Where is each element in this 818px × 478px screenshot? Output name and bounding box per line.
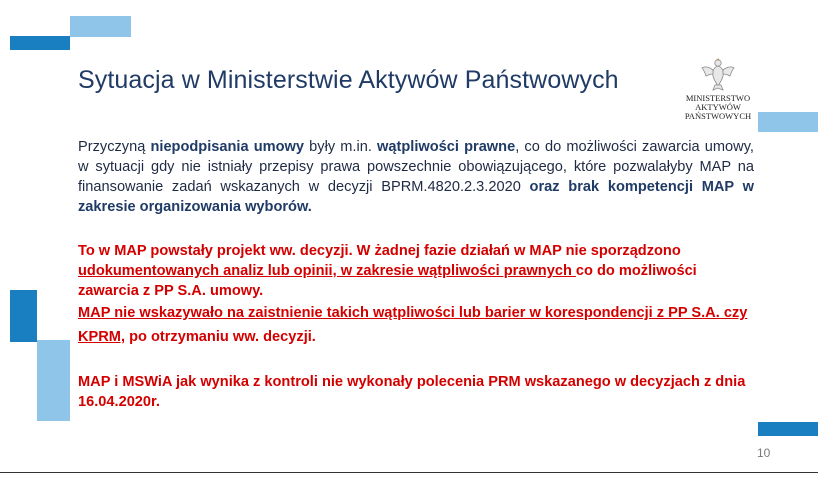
p1-text-1: Przyczyną	[78, 139, 151, 155]
paragraph-map-project	[78, 241, 754, 301]
p1-text-3: , co do możliwości zawarcia umowy, w sytuacji gdy nie istniały przepisy prawa powszechnie obowiązującego, które pozwalałyby MAP na finansowanie zadań wskazanych w decyzji BPRM.4820.2.3.2020	[78, 139, 754, 195]
ministry-logo	[668, 56, 768, 126]
p1-bold-1: niepodpisania umowy	[150, 139, 305, 155]
p4-text-1: MAP i MSWiA jak wynika z kontroli nie wykonały polecenia PRM wskazanego w decyzjach z dnia 16.04.2020r.	[78, 374, 746, 410]
p1-bold-3: oraz brak kompetencji MAP w zakresie organizowania wyborów.	[78, 179, 754, 215]
logo-line-3: PAŃSTWOWYCH	[684, 111, 752, 121]
logo-line-1: MINISTERSTWO	[685, 93, 751, 103]
p2-text-1: To w MAP powstały projekt ww. decyzji. W żadnej fazie działań w MAP nie sporządzono	[78, 243, 681, 259]
slide-title: Sytuacja w Ministerstwie Aktywów Państwowych	[78, 66, 619, 94]
decor-block-right-bottom	[758, 422, 818, 436]
paragraph-reasons	[78, 137, 754, 217]
p3-text-1: po otrzymaniu ww. decyzji.	[125, 329, 316, 345]
p2-text-2: co do możliwości zawarcia z PP S.A. umowy.	[78, 263, 697, 299]
p1-bold-2: wątpliwości prawne	[377, 139, 516, 155]
p1-text-2: były m.in.	[304, 139, 378, 155]
decor-block-left-dark	[10, 290, 37, 342]
decor-block-top-light	[70, 16, 131, 37]
paragraph-mswia	[78, 372, 768, 412]
page-number: 10	[757, 446, 771, 460]
bottom-divider	[0, 472, 818, 473]
decor-block-left-light	[37, 340, 70, 421]
p3-underlined-1: MAP nie wskazywało na zaistnienie takich wątpliwości lub barier w korespondencji z PP S.A. czy KPRM,	[78, 305, 748, 345]
logo-line-2: AKTYWÓW	[695, 102, 741, 112]
p2-underlined-1: udokumentowanych analiz lub opinii, w zakresie wątpliwości prawnych	[78, 263, 576, 279]
paragraph-no-doubts	[78, 301, 754, 349]
decor-block-top-dark	[10, 36, 70, 50]
white-eagle-emblem-icon	[700, 56, 736, 92]
